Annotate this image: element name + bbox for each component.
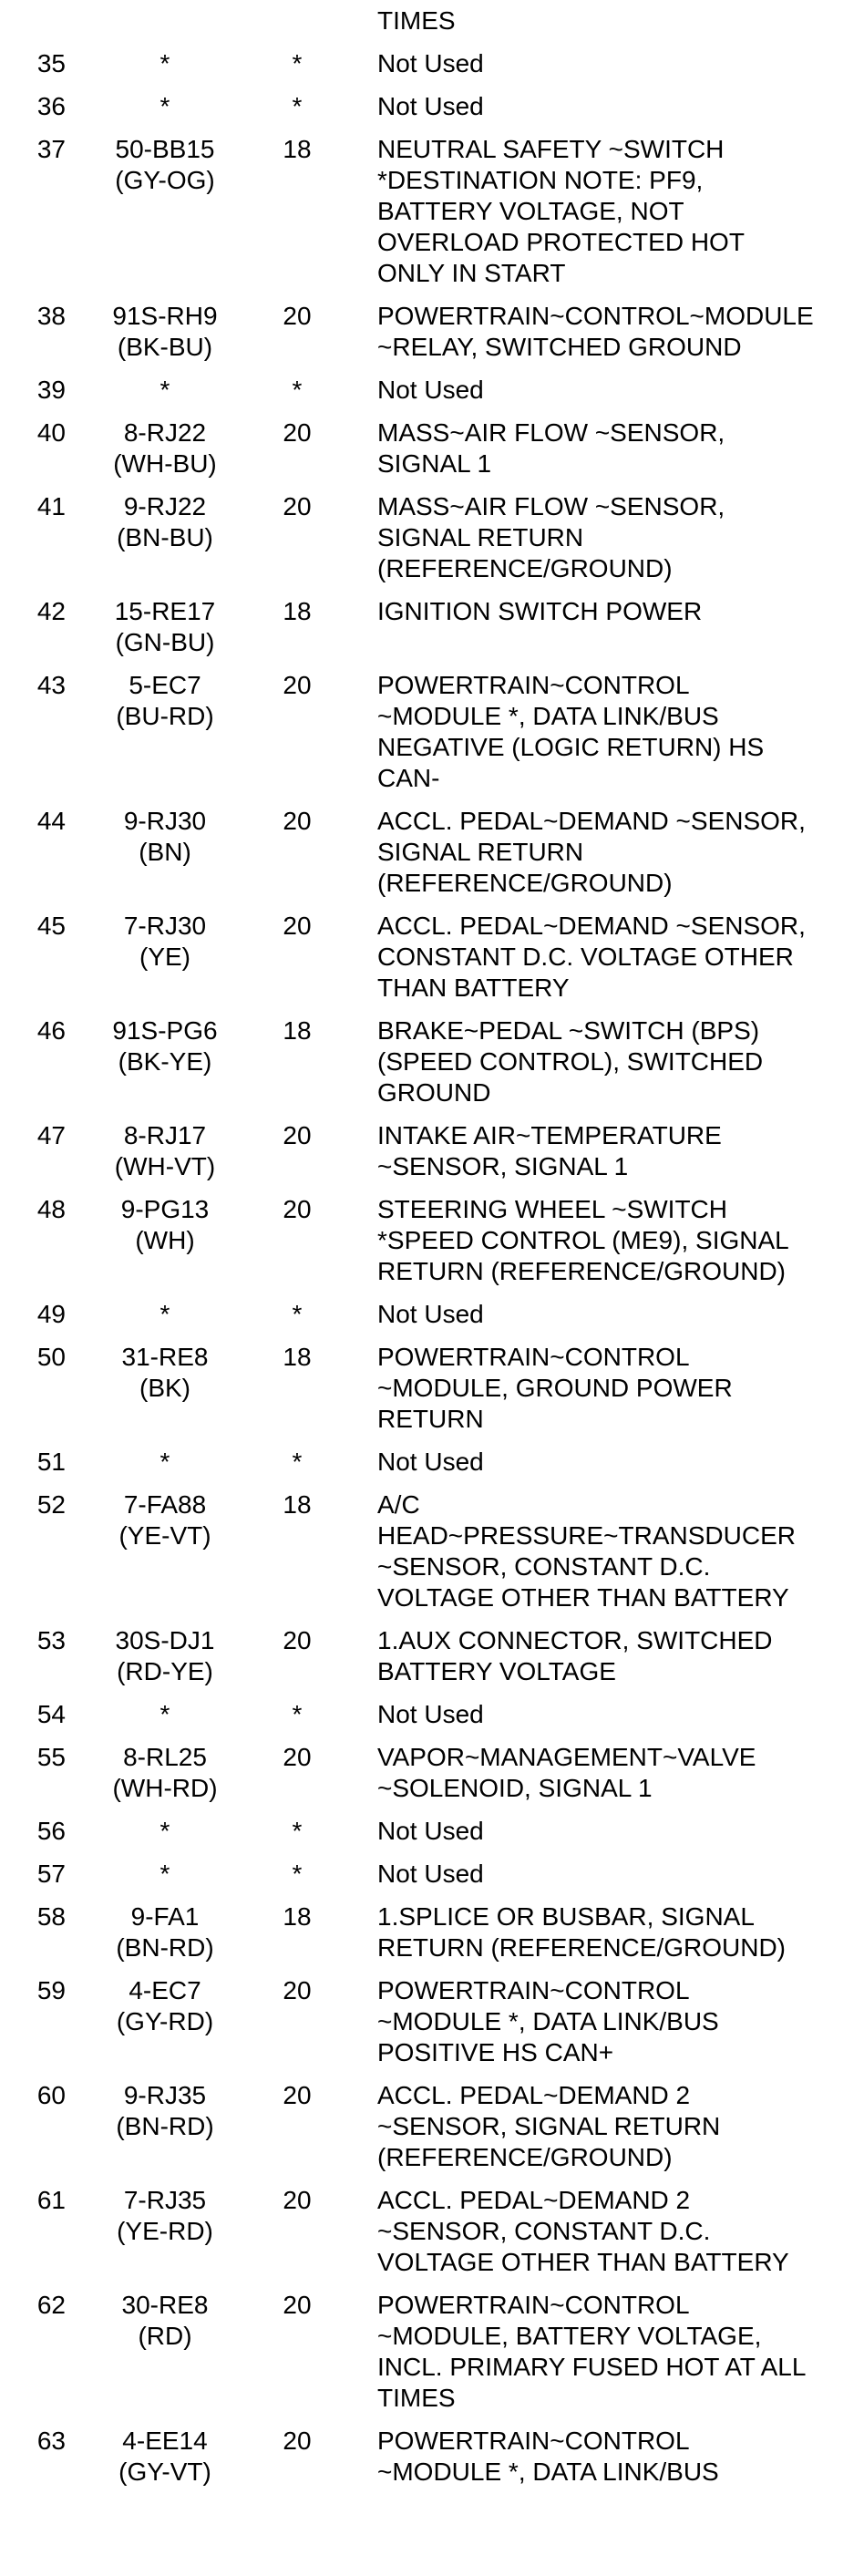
- pin-number: 42: [36, 597, 66, 625]
- circuit-code: *: [159, 1817, 170, 1845]
- circuit-code: 4-EE14 (GY-VT): [118, 2427, 211, 2486]
- wire-gauge: *: [292, 1448, 303, 1476]
- wire-gauge: 18: [283, 1016, 312, 1045]
- wire-gauge: 20: [283, 2291, 312, 2319]
- pin-number: 57: [36, 1860, 66, 1888]
- pin-number: 55: [36, 1743, 66, 1771]
- circuit-code: 31-RE8 (BK): [121, 1343, 209, 1402]
- circuit-description: IGNITION SWITCH POWER: [377, 597, 703, 625]
- pin-number: 49: [36, 1300, 66, 1328]
- wire-gauge: 20: [283, 2186, 312, 2214]
- circuit-description: Not Used: [377, 1817, 484, 1845]
- circuit-description: MASS~AIR FLOW ~SENSOR, SIGNAL RETURN (REFERENCE/GROUND): [377, 492, 725, 582]
- pin-number: 54: [36, 1700, 66, 1728]
- wire-gauge: 20: [283, 302, 312, 330]
- pin-number: 39: [36, 376, 66, 404]
- circuit-code: *: [159, 1860, 170, 1888]
- circuit-code: 8-RJ17 (WH-VT): [114, 1121, 216, 1180]
- wire-gauge: *: [292, 1817, 303, 1845]
- wire-gauge: 20: [283, 671, 312, 699]
- circuit-description: TIMES: [377, 6, 456, 35]
- wire-gauge: *: [292, 1700, 303, 1728]
- pin-number: 52: [36, 1490, 66, 1519]
- table-row: [0, 1489, 864, 1613]
- wire-gauge: 18: [283, 597, 312, 625]
- wire-gauge: 20: [283, 1121, 312, 1149]
- table-row: [0, 91, 864, 122]
- pin-number: 59: [36, 1976, 66, 2004]
- wire-gauge: 20: [283, 2081, 312, 2109]
- table-row: [0, 1699, 864, 1730]
- circuit-description: Not Used: [377, 92, 484, 120]
- circuit-description: Not Used: [377, 49, 484, 77]
- circuit-code: *: [159, 1700, 170, 1728]
- circuit-code: 4-EC7 (GY-RD): [116, 1976, 214, 2035]
- table-row: [0, 1015, 864, 1108]
- table-row: [0, 1194, 864, 1287]
- wire-gauge: 20: [283, 492, 312, 520]
- circuit-code: *: [159, 92, 170, 120]
- table-row: [0, 5, 864, 36]
- pin-number: 35: [36, 49, 66, 77]
- circuit-code: 5-EC7 (BU-RD): [116, 671, 214, 730]
- table-row: [0, 1625, 864, 1687]
- circuit-code: 30S-DJ1 (RD-YE): [115, 1626, 215, 1685]
- pin-number: 46: [36, 1016, 66, 1045]
- circuit-code: *: [159, 1300, 170, 1328]
- circuit-description: POWERTRAIN~CONTROL ~MODULE *, DATA LINK/BUS: [377, 2427, 719, 2486]
- pin-number: 62: [36, 2291, 66, 2319]
- wire-gauge: 20: [283, 807, 312, 835]
- pin-number: 61: [36, 2186, 66, 2214]
- circuit-code: *: [159, 376, 170, 404]
- table-row: [0, 491, 864, 584]
- circuit-description: Not Used: [377, 1860, 484, 1888]
- pin-number: 56: [36, 1817, 66, 1845]
- pin-number: 45: [36, 912, 66, 940]
- circuit-description: Not Used: [377, 1448, 484, 1476]
- circuit-description: POWERTRAIN~CONTROL ~MODULE, BATTERY VOLTAGE, INCL. PRIMARY FUSED HOT AT ALL TIMES: [377, 2291, 807, 2412]
- circuit-code: *: [159, 49, 170, 77]
- pin-number: 36: [36, 92, 66, 120]
- circuit-description: STEERING WHEEL ~SWITCH *SPEED CONTROL (ME9), SIGNAL RETURN (REFERENCE/GROUND): [377, 1195, 789, 1285]
- pin-number: 63: [36, 2427, 66, 2455]
- circuit-description: BRAKE~PEDAL ~SWITCH (BPS) (SPEED CONTROL), SWITCHED GROUND: [377, 1016, 764, 1107]
- circuit-description: POWERTRAIN~CONTROL ~MODULE, GROUND POWER RETURN: [377, 1343, 733, 1433]
- circuit-description: VAPOR~MANAGEMENT~VALVE ~SOLENOID, SIGNAL 1: [377, 1743, 756, 1802]
- pin-number: 48: [36, 1195, 66, 1223]
- pin-number: 40: [36, 418, 66, 447]
- circuit-code: *: [159, 1448, 170, 1476]
- table-row: [0, 417, 864, 479]
- pin-number: 58: [36, 1902, 66, 1931]
- circuit-code: 9-PG13 (WH): [120, 1195, 210, 1254]
- pin-number: 53: [36, 1626, 66, 1654]
- table-row: [0, 670, 864, 794]
- table-row: [0, 2080, 864, 2173]
- table-row: [0, 2185, 864, 2278]
- wire-gauge: 20: [283, 912, 312, 940]
- circuit-description: ACCL. PEDAL~DEMAND 2 ~SENSOR, SIGNAL RETURN (REFERENCE/GROUND): [377, 2081, 721, 2171]
- circuit-code: 9-RJ30 (BN): [123, 807, 207, 866]
- pin-number: 38: [36, 302, 66, 330]
- table-row: [0, 134, 864, 289]
- pin-number: 43: [36, 671, 66, 699]
- circuit-code: 9-RJ35 (BN-RD): [116, 2081, 214, 2140]
- table-row: [0, 1742, 864, 1804]
- pin-number: 41: [36, 492, 66, 520]
- circuit-code: 15-RE17 (GN-BU): [114, 597, 216, 656]
- circuit-description: MASS~AIR FLOW ~SENSOR, SIGNAL 1: [377, 418, 725, 478]
- wire-gauge: 18: [283, 135, 312, 163]
- table-row: [0, 48, 864, 79]
- table-row: [0, 806, 864, 899]
- circuit-description: INTAKE AIR~TEMPERATURE ~SENSOR, SIGNAL 1: [377, 1121, 722, 1180]
- circuit-code: 30-RE8 (RD): [121, 2291, 209, 2350]
- circuit-description: POWERTRAIN~CONTROL ~MODULE *, DATA LINK/BUS NEGATIVE (LOGIC RETURN) HS CAN-: [377, 671, 765, 792]
- wire-gauge: *: [292, 49, 303, 77]
- pin-number: 44: [36, 807, 66, 835]
- circuit-code: 7-RJ30 (YE): [123, 912, 207, 971]
- table-row: [0, 301, 864, 363]
- table-row: [0, 1975, 864, 2068]
- circuit-description: ACCL. PEDAL~DEMAND ~SENSOR, CONSTANT D.C. VOLTAGE OTHER THAN BATTERY: [377, 912, 806, 1002]
- pin-number: 47: [36, 1121, 66, 1149]
- table-row: [0, 1447, 864, 1478]
- table-row: [0, 1859, 864, 1890]
- circuit-code: 91S-PG6 (BK-YE): [112, 1016, 218, 1076]
- circuit-code: 91S-RH9 (BK-BU): [112, 302, 218, 361]
- circuit-description: POWERTRAIN~CONTROL~MODULE ~RELAY, SWITCHED GROUND: [377, 302, 814, 361]
- circuit-code: 7-FA88 (YE-VT): [118, 1490, 211, 1550]
- table-row: [0, 911, 864, 1004]
- table-row: [0, 596, 864, 658]
- wire-gauge: *: [292, 1300, 303, 1328]
- wire-gauge: 20: [283, 2427, 312, 2455]
- circuit-description: NEUTRAL SAFETY ~SWITCH *DESTINATION NOTE: PF9, BATTERY VOLTAGE, NOT OVERLOAD PROTECTED HOT ONLY IN START: [377, 135, 745, 287]
- pin-number: 51: [36, 1448, 66, 1476]
- circuit-description: ACCL. PEDAL~DEMAND ~SENSOR, SIGNAL RETURN (REFERENCE/GROUND): [377, 807, 806, 897]
- wire-gauge: 18: [283, 1902, 312, 1931]
- pin-number: 50: [36, 1343, 66, 1371]
- wire-gauge: 18: [283, 1490, 312, 1519]
- circuit-description: Not Used: [377, 376, 484, 404]
- circuit-description: ACCL. PEDAL~DEMAND 2 ~SENSOR, CONSTANT D.C. VOLTAGE OTHER THAN BATTERY: [377, 2186, 789, 2276]
- circuit-description: 1.SPLICE OR BUSBAR, SIGNAL RETURN (REFERENCE/GROUND): [377, 1902, 786, 1962]
- table-row: [0, 1342, 864, 1435]
- wire-gauge: 20: [283, 418, 312, 447]
- circuit-description: A/C HEAD~PRESSURE~TRANSDUCER ~SENSOR, CONSTANT D.C. VOLTAGE OTHER THAN BATTERY: [377, 1490, 796, 1612]
- circuit-code: 50-BB15 (GY-OG): [115, 135, 215, 194]
- circuit-code: 9-FA1 (BN-RD): [116, 1902, 214, 1962]
- circuit-description: Not Used: [377, 1700, 484, 1728]
- circuit-description: POWERTRAIN~CONTROL ~MODULE *, DATA LINK/BUS POSITIVE HS CAN+: [377, 1976, 719, 2066]
- circuit-description: 1.AUX CONNECTOR, SWITCHED BATTERY VOLTAGE: [377, 1626, 773, 1685]
- circuit-code: 7-RJ35 (YE-RD): [117, 2186, 213, 2245]
- table-row: [0, 2290, 864, 2414]
- table-row: [0, 1299, 864, 1330]
- circuit-code: 9-RJ22 (BN-BU): [117, 492, 213, 551]
- circuit-description: Not Used: [377, 1300, 484, 1328]
- wire-gauge: 20: [283, 1626, 312, 1654]
- wire-gauge: 20: [283, 1976, 312, 2004]
- wire-gauge: 20: [283, 1743, 312, 1771]
- wire-gauge: *: [292, 92, 303, 120]
- table-row: [0, 2426, 864, 2488]
- wire-gauge: 18: [283, 1343, 312, 1371]
- circuit-code: 8-RL25 (WH-RD): [112, 1743, 218, 1802]
- wire-gauge: 20: [283, 1195, 312, 1223]
- pin-number: 60: [36, 2081, 66, 2109]
- wire-gauge: *: [292, 376, 303, 404]
- table-row: [0, 1816, 864, 1847]
- table-row: [0, 1901, 864, 1963]
- pin-table: [0, 5, 864, 2488]
- table-row: [0, 1120, 864, 1182]
- pin-number: 37: [36, 135, 66, 163]
- wire-gauge: *: [292, 1860, 303, 1888]
- table-row: [0, 375, 864, 406]
- circuit-code: 8-RJ22 (WH-BU): [113, 418, 217, 478]
